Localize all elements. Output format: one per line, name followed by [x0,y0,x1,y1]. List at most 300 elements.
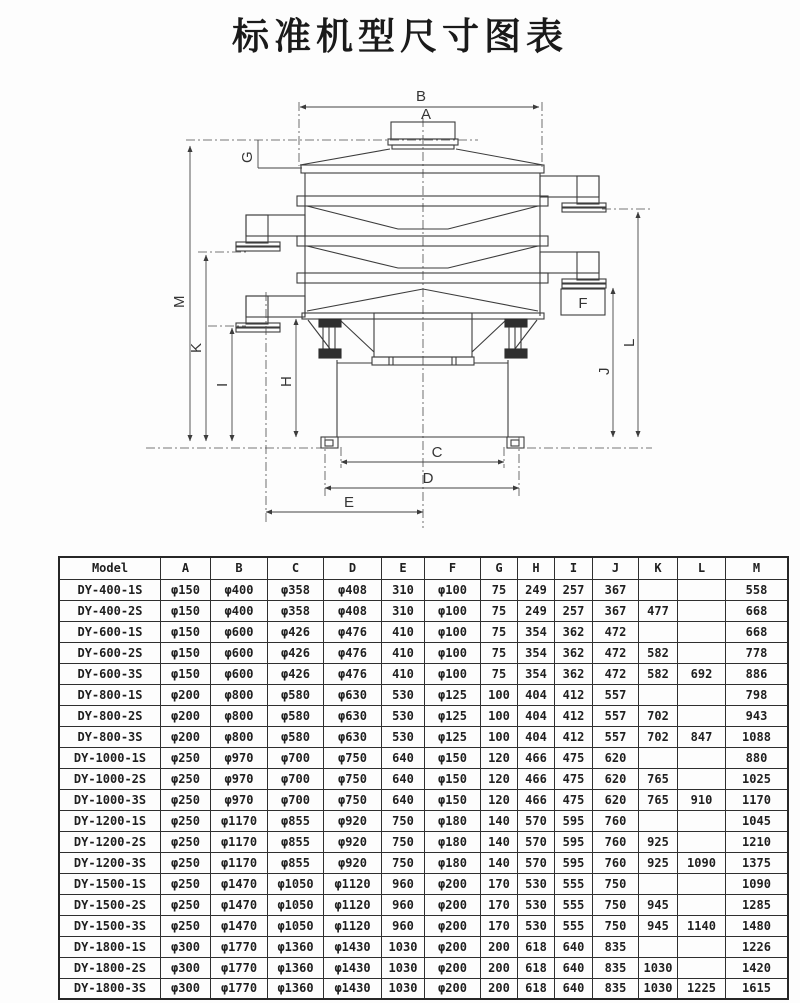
dim-cell: 1025 [726,768,789,789]
model-cell: DY-600-3S [59,663,161,684]
dim-cell: 1030 [639,957,678,978]
dim-cell: 750 [593,873,639,894]
dim-cell: φ200 [425,915,481,936]
deck-band-1 [297,196,548,206]
dim-cell [678,894,726,915]
dim-cell: φ100 [425,579,481,600]
dim-cell: 760 [593,831,639,852]
table-row [59,957,788,978]
dim-cell: 404 [518,726,555,747]
table-row [59,600,788,621]
top-cone-lid [300,149,544,173]
dim-cell: φ476 [324,642,382,663]
dim-cell: φ400 [211,600,268,621]
dim-cell: 835 [593,957,639,978]
column-header-j: J [593,557,639,579]
deck-funnel-1 [307,206,538,229]
dim-cell: 170 [481,894,518,915]
dim-cell [678,642,726,663]
dim-cell: φ408 [324,600,382,621]
dim-cell: 530 [382,726,425,747]
dim-cell: φ200 [425,978,481,999]
dim-cell: φ1120 [324,915,382,936]
dim-cell: φ1430 [324,957,382,978]
dim-cell: 367 [593,579,639,600]
dim-cell: 880 [726,747,789,768]
dim-cell: φ1770 [211,978,268,999]
dim-cell: 412 [555,684,593,705]
dim-cell: φ1170 [211,852,268,873]
dim-cell: φ580 [268,684,324,705]
dim-cell: 570 [518,831,555,852]
model-cell: DY-400-1S [59,579,161,600]
dim-cell: φ358 [268,600,324,621]
model-cell: DY-1500-1S [59,873,161,894]
dim-cell: 120 [481,747,518,768]
dim-cell: 620 [593,789,639,810]
table-row [59,915,788,936]
table-row [59,894,788,915]
dim-cell: 170 [481,873,518,894]
dim-cell [678,957,726,978]
dim-cell: 477 [639,600,678,621]
dim-cell: 640 [382,747,425,768]
dim-cell: φ150 [425,768,481,789]
page-title: 标准机型尺寸图表 [232,15,568,58]
column-header-g: G [481,557,518,579]
dim-cell: φ1120 [324,894,382,915]
dim-label-I: I [214,382,231,387]
dim-cell: 1090 [726,873,789,894]
dim-cell: 960 [382,915,425,936]
dim-cell: 555 [555,894,593,915]
dim-cell: φ408 [324,579,382,600]
dim-cell: 1140 [678,915,726,936]
dim-cell: 765 [639,789,678,810]
dim-cell: φ125 [425,726,481,747]
dim-cell: 1375 [726,852,789,873]
dim-cell [639,579,678,600]
dim-cell: φ250 [161,915,211,936]
dim-cell: φ1470 [211,873,268,894]
dim-cell: φ920 [324,810,382,831]
dim-cell: φ855 [268,852,324,873]
dim-cell: φ750 [324,768,382,789]
dim-cell: 960 [382,894,425,915]
dim-cell: φ920 [324,852,382,873]
model-cell: DY-1200-3S [59,852,161,873]
dim-cell: 310 [382,600,425,621]
dim-cell: 1030 [382,936,425,957]
dim-cell: 75 [481,621,518,642]
dim-cell: 702 [639,726,678,747]
dim-cell: 200 [481,978,518,999]
dim-cell: 570 [518,810,555,831]
dim-cell: φ476 [324,621,382,642]
dim-cell: φ970 [211,747,268,768]
dim-cell: φ250 [161,789,211,810]
dim-cell: 1088 [726,726,789,747]
dim-cell: 410 [382,663,425,684]
dim-cell: φ1770 [211,936,268,957]
dim-cell: 100 [481,684,518,705]
dim-cell [678,579,726,600]
dim-cell: 530 [382,705,425,726]
dim-cell: 558 [726,579,789,600]
dim-cell: φ1470 [211,894,268,915]
dim-cell: φ1120 [324,873,382,894]
dim-cell: 1420 [726,957,789,978]
dim-cell: 750 [382,852,425,873]
dim-cell: 1030 [382,978,425,999]
dim-cell: 778 [726,642,789,663]
table-row [59,831,788,852]
dim-cell: 765 [639,768,678,789]
dim-cell: φ250 [161,894,211,915]
dim-cell: 925 [639,831,678,852]
dim-cell: φ300 [161,936,211,957]
dim-cell: φ100 [425,600,481,621]
dim-cell: 75 [481,600,518,621]
dim-cell: 595 [555,831,593,852]
dim-cell: φ630 [324,726,382,747]
dim-cell: 557 [593,705,639,726]
dim-cell [678,831,726,852]
bottom-cone [307,289,538,311]
dim-label-G: G [239,151,256,163]
dim-cell: 668 [726,621,789,642]
dim-cell: 702 [639,705,678,726]
column-header-l: L [678,557,726,579]
dim-cell: 466 [518,768,555,789]
column-header-i: I [555,557,593,579]
dim-cell: φ400 [211,579,268,600]
dim-cell: φ200 [425,936,481,957]
dim-cell: 557 [593,684,639,705]
dim-cell: 120 [481,768,518,789]
model-cell: DY-1000-3S [59,789,161,810]
dim-cell: φ855 [268,810,324,831]
dim-cell: φ1360 [268,936,324,957]
dim-cell: φ630 [324,705,382,726]
dim-cell: 100 [481,726,518,747]
table-row [59,768,788,789]
dim-cell: 120 [481,789,518,810]
dim-label-J: J [596,367,613,375]
dim-cell: φ1050 [268,915,324,936]
dim-cell: 362 [555,642,593,663]
dim-cell: φ250 [161,873,211,894]
dim-cell: 750 [593,915,639,936]
dim-cell: φ700 [268,789,324,810]
dim-cell: φ1050 [268,873,324,894]
dim-cell: 1170 [726,789,789,810]
table-row [59,684,788,705]
dim-cell: 555 [555,873,593,894]
dim-cell: 472 [593,663,639,684]
dim-cell: 362 [555,621,593,642]
dim-cell: 412 [555,726,593,747]
sieve-body [297,173,548,316]
model-cell: DY-1200-2S [59,831,161,852]
dim-cell: 847 [678,726,726,747]
dim-cell: φ250 [161,852,211,873]
dim-cell: φ150 [161,621,211,642]
dim-cell: 257 [555,600,593,621]
dim-cell: 249 [518,579,555,600]
dim-cell: 530 [518,915,555,936]
dim-cell: 170 [481,915,518,936]
dim-cell: φ150 [161,600,211,621]
dim-cell: φ200 [425,873,481,894]
dim-cell: 310 [382,579,425,600]
dim-cell [639,810,678,831]
dim-cell: 618 [518,957,555,978]
dim-cell: φ1360 [268,957,324,978]
dim-cell [678,705,726,726]
dim-cell: φ100 [425,663,481,684]
dim-cell: φ750 [324,789,382,810]
table-row [59,621,788,642]
dim-cell: φ855 [268,831,324,852]
dim-cell: φ250 [161,768,211,789]
dimension-labels [171,88,638,511]
dim-cell: 640 [555,978,593,999]
dim-cell: 530 [518,894,555,915]
dim-cell: 200 [481,957,518,978]
dim-cell: 1285 [726,894,789,915]
dim-cell: φ600 [211,621,268,642]
dim-cell: 475 [555,768,593,789]
dim-label-L: L [621,338,638,347]
model-cell: DY-800-3S [59,726,161,747]
dim-cell [639,747,678,768]
column-header-m: M [726,557,789,579]
dim-cell: 640 [382,768,425,789]
outlet-mid-left [236,215,305,251]
dim-label-M: M [171,295,188,308]
dim-cell: 354 [518,621,555,642]
outlet-lower-right [540,252,606,288]
column-header-a: A [161,557,211,579]
dim-cell: φ100 [425,642,481,663]
dim-cell: φ1770 [211,957,268,978]
model-cell: DY-1800-3S [59,978,161,999]
dim-cell: 570 [518,852,555,873]
dim-cell: φ580 [268,726,324,747]
dim-cell [678,747,726,768]
dim-cell: 945 [639,915,678,936]
dim-cell: 760 [593,852,639,873]
dim-label-A: A [420,106,432,123]
dim-cell: 100 [481,705,518,726]
dim-cell: 475 [555,747,593,768]
dim-cell: φ800 [211,705,268,726]
dim-cell: φ200 [161,726,211,747]
spring-right [505,319,527,358]
dim-cell: φ1470 [211,915,268,936]
dim-cell [678,810,726,831]
dim-cell: φ125 [425,684,481,705]
dim-cell: 200 [481,936,518,957]
dim-cell: 886 [726,663,789,684]
dim-cell: φ1170 [211,831,268,852]
dim-cell [639,621,678,642]
dim-cell: φ920 [324,831,382,852]
dim-cell: 140 [481,852,518,873]
dim-cell: φ300 [161,978,211,999]
dim-cell: 1030 [639,978,678,999]
dim-label-B: B [415,88,427,105]
dim-cell: φ200 [161,705,211,726]
dim-cell: 835 [593,936,639,957]
model-cell: DY-800-2S [59,705,161,726]
dim-cell: φ150 [425,747,481,768]
dim-cell: 354 [518,642,555,663]
dim-cell: 75 [481,579,518,600]
dim-cell: 410 [382,621,425,642]
column-header-d: D [324,557,382,579]
dim-cell [639,873,678,894]
dim-cell: 362 [555,663,593,684]
column-header-b: B [211,557,268,579]
column-header-k: K [639,557,678,579]
column-header-model: Model [59,557,161,579]
table-row [59,789,788,810]
dim-cell: φ630 [324,684,382,705]
dim-cell: 1030 [382,957,425,978]
dim-cell: φ800 [211,684,268,705]
dim-cell: 760 [593,810,639,831]
dim-cell: φ426 [268,621,324,642]
dim-cell: 472 [593,621,639,642]
dim-cell: 595 [555,852,593,873]
model-cell: DY-1800-2S [59,957,161,978]
dim-label-H: H [278,376,295,387]
table-row [59,663,788,684]
dim-cell: 750 [593,894,639,915]
dim-cell [678,936,726,957]
model-cell: DY-1200-1S [59,810,161,831]
dim-label-E: E [343,494,355,511]
dim-cell: φ100 [425,621,481,642]
table-row [59,726,788,747]
column-header-e: E [382,557,425,579]
table-row [59,810,788,831]
dim-cell: 1225 [678,978,726,999]
dim-cell [678,621,726,642]
model-cell: DY-1500-2S [59,894,161,915]
dim-cell: 249 [518,600,555,621]
table-row [59,705,788,726]
dim-cell: φ476 [324,663,382,684]
dim-cell: 750 [382,810,425,831]
dim-cell: φ1430 [324,978,382,999]
dim-cell: 466 [518,747,555,768]
dim-cell: φ250 [161,810,211,831]
dim-cell: 692 [678,663,726,684]
dim-cell: 620 [593,768,639,789]
dim-cell: 618 [518,978,555,999]
dim-cell [678,600,726,621]
model-cell: DY-400-2S [59,600,161,621]
dim-cell: 140 [481,810,518,831]
dim-cell: 1210 [726,831,789,852]
dim-cell: φ426 [268,642,324,663]
dim-cell: φ180 [425,852,481,873]
dim-cell: 410 [382,642,425,663]
dim-cell: φ200 [425,957,481,978]
outlet-lower-left [236,296,305,332]
dim-cell: φ180 [425,810,481,831]
dim-cell: 945 [639,894,678,915]
dim-cell [639,936,678,957]
dim-cell: 75 [481,642,518,663]
dim-cell: φ200 [161,684,211,705]
column-header-h: H [518,557,555,579]
dim-cell: φ300 [161,957,211,978]
table-row [59,747,788,768]
model-cell: DY-1500-3S [59,915,161,936]
dim-cell: φ600 [211,642,268,663]
dim-cell: 835 [593,978,639,999]
column-header-c: C [268,557,324,579]
dim-cell [678,873,726,894]
dim-cell: φ200 [425,894,481,915]
dim-cell: φ150 [425,789,481,810]
table-row [59,579,788,600]
machine-drawing [236,122,606,448]
dim-cell: 618 [518,936,555,957]
dim-cell: 582 [639,663,678,684]
dim-cell: φ970 [211,789,268,810]
dim-cell: 1226 [726,936,789,957]
deck-funnel-2 [307,246,538,268]
dim-cell: 943 [726,705,789,726]
deck-band-3 [297,273,548,283]
dim-cell: φ125 [425,705,481,726]
model-cell: DY-1000-2S [59,768,161,789]
dim-cell: 750 [382,831,425,852]
table-row [59,978,788,999]
dim-cell: φ180 [425,831,481,852]
dim-cell: 530 [382,684,425,705]
dim-cell: 466 [518,789,555,810]
dim-cell: 582 [639,642,678,663]
dim-cell [678,684,726,705]
dim-cell: 1045 [726,810,789,831]
dim-cell: φ700 [268,747,324,768]
dim-cell: 960 [382,873,425,894]
dim-cell: 555 [555,915,593,936]
dim-cell: 412 [555,705,593,726]
dim-cell: φ250 [161,747,211,768]
model-cell: DY-1000-1S [59,747,161,768]
dim-cell: φ580 [268,705,324,726]
model-cell: DY-1800-1S [59,936,161,957]
dim-cell: 404 [518,684,555,705]
outlet-top-right [540,176,606,212]
dim-cell [678,768,726,789]
dim-cell: 475 [555,789,593,810]
dim-cell: 925 [639,852,678,873]
table-row [59,642,788,663]
dim-cell: 640 [382,789,425,810]
dim-cell: 595 [555,810,593,831]
model-cell: DY-600-1S [59,621,161,642]
model-cell: DY-800-1S [59,684,161,705]
dim-cell: 798 [726,684,789,705]
